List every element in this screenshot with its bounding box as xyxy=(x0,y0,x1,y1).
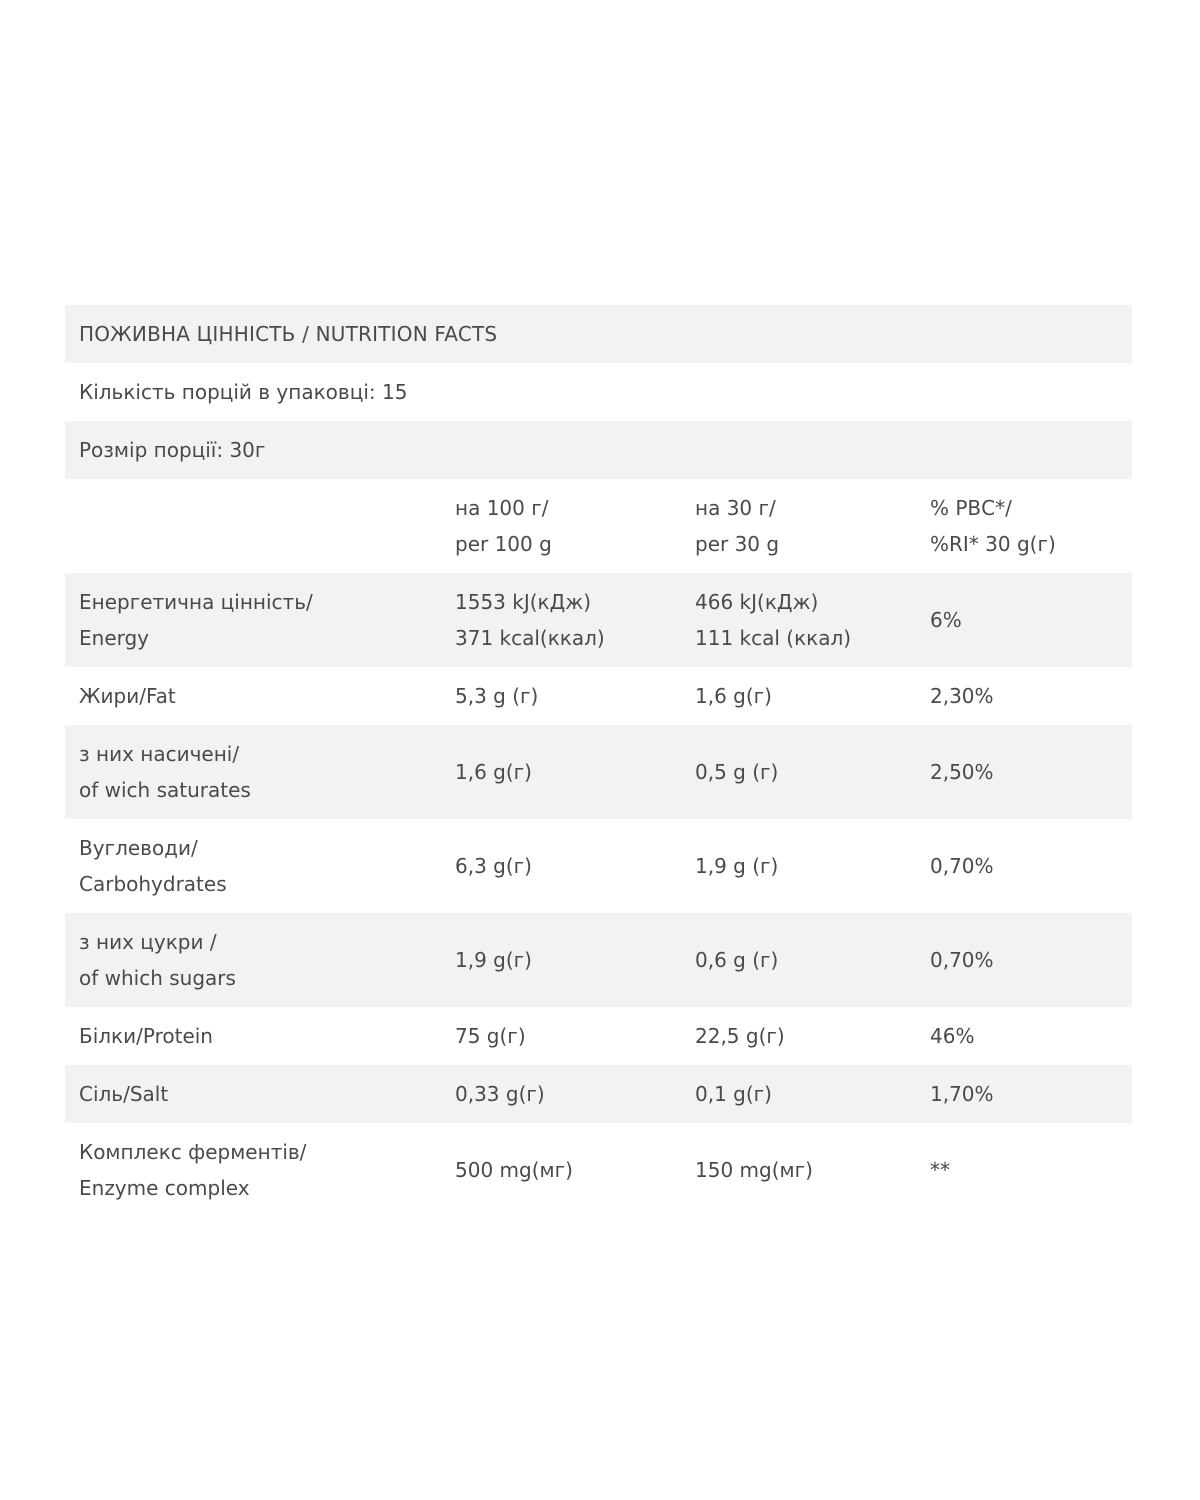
header-row xyxy=(65,479,1132,573)
nutrient-name: Вуглеводи/ Carbohydrates xyxy=(79,836,227,896)
value-ri: 2,50% xyxy=(930,760,994,784)
value-per-30g: 22,5 g(г) xyxy=(695,1024,785,1048)
nutrition-table xyxy=(65,305,1132,1217)
nutrient-name: Енергетична цінність/ Energy xyxy=(79,590,313,650)
table-row xyxy=(65,913,1132,1007)
value-ri: 6% xyxy=(930,608,962,632)
table-row xyxy=(65,819,1132,913)
value-per-100g: 0,33 g(г) xyxy=(455,1082,545,1106)
nutrient-name: Сіль/Salt xyxy=(79,1082,169,1106)
value-ri: 0,70% xyxy=(930,854,994,878)
value-per-30g: 0,5 g (г) xyxy=(695,760,779,784)
servings-per-package: Кількість порцій в упаковці: 15 xyxy=(79,380,408,404)
value-per-100g: 1553 kJ(кДж) 371 kcal(ккал) xyxy=(455,590,605,650)
table-title-row xyxy=(65,305,1132,363)
value-per-100g: 75 g(г) xyxy=(455,1024,526,1048)
value-per-100g: 6,3 g(г) xyxy=(455,854,532,878)
value-per-30g: 150 mg(мг) xyxy=(695,1158,813,1182)
table-row xyxy=(65,1007,1132,1065)
value-per-100g: 5,3 g (г) xyxy=(455,684,539,708)
serving-size: Розмір порції: 30г xyxy=(79,438,266,462)
header-ri: % РВС*/ %RI* 30 g(г) xyxy=(930,496,1056,556)
servings-row xyxy=(65,363,1132,421)
value-ri: 2,30% xyxy=(930,684,994,708)
value-ri: 0,70% xyxy=(930,948,994,972)
value-per-30g: 1,6 g(г) xyxy=(695,684,772,708)
table-row xyxy=(65,1065,1132,1123)
value-per-30g: 0,1 g(г) xyxy=(695,1082,772,1106)
value-ri: 46% xyxy=(930,1024,975,1048)
table-row xyxy=(65,667,1132,725)
table-row xyxy=(65,573,1132,667)
value-ri: 1,70% xyxy=(930,1082,994,1106)
value-per-30g: 1,9 g (г) xyxy=(695,854,779,878)
table-row xyxy=(65,725,1132,819)
value-per-30g: 0,6 g (г) xyxy=(695,948,779,972)
value-ri: ** xyxy=(930,1158,950,1182)
table-title: ПОЖИВНА ЦІННІСТЬ / NUTRITION FACTS xyxy=(79,322,498,346)
header-per-30g: на 30 г/ per 30 g xyxy=(695,496,780,556)
serving-size-row xyxy=(65,421,1132,479)
table-row xyxy=(65,1123,1132,1217)
value-per-100g: 500 mg(мг) xyxy=(455,1158,573,1182)
value-per-30g: 466 kJ(кДж) 111 kcal (ккал) xyxy=(695,590,852,650)
nutrient-name: Білки/Protein xyxy=(79,1024,213,1048)
value-per-100g: 1,9 g(г) xyxy=(455,948,532,972)
header-per-100g: на 100 г/ per 100 g xyxy=(455,496,552,556)
nutrient-name: Комплекс ферментів/ Enzyme complex xyxy=(79,1140,307,1200)
nutrient-name: Жири/Fat xyxy=(79,684,176,708)
nutrient-name: з них цукри / of which sugars xyxy=(79,930,236,990)
value-per-100g: 1,6 g(г) xyxy=(455,760,532,784)
nutrient-name: з них насичені/ of wich saturates xyxy=(79,742,251,802)
